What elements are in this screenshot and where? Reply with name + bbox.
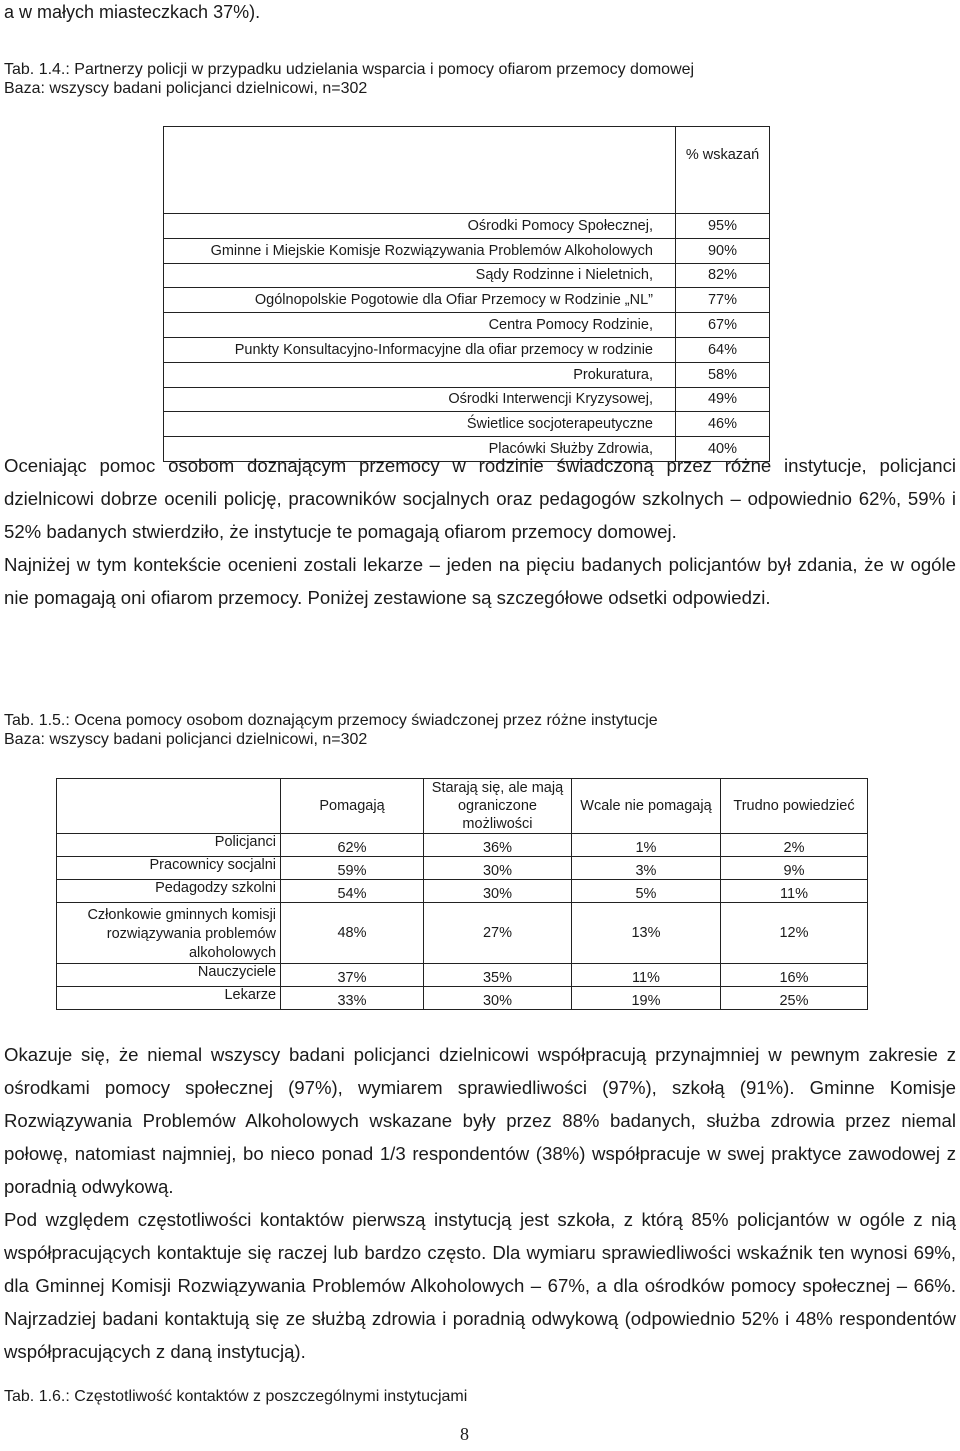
table2-ratings: [56, 778, 868, 1010]
table1-row-label: Gminne i Miejskie Komisje Rozwiązywania Problemów Alkoholowych: [164, 238, 676, 263]
table1-partners: [163, 126, 770, 462]
table1-row: [164, 313, 770, 338]
paragraph: Najniżej w tym kontekście ocenieni zostali lekarze – jeden na pięciu badanych policjantów był zdania, że w ogóle nie pomagają oni ofiarom przemocy. Poniżej zestawione są szczegółowe odsetki odpowiedzi.: [4, 554, 956, 608]
table1-row-label: Placówki Służby Zdrowia,: [164, 437, 676, 462]
table1-row: [164, 387, 770, 412]
table1-row-label: Świetlice socjoterapeutyczne: [164, 412, 676, 437]
page-number: 8: [460, 1424, 469, 1444]
table2-cell: 30%: [423, 987, 571, 1010]
table2-row-label: Pedagodzy szkolni: [57, 880, 281, 903]
paragraph: Pod względem częstotliwości kontaktów pierwszą instytucją jest szkoła, z którą 85% policjantów w ogóle z nią współpracujących kontaktuje się raczej lub bardzo często. Dla wymiaru sprawiedliwości wskaźnik ten wynosi 69%, dla Gminnej Komisji Rozwiązywania Problemów Alkoholowych – 67%, a dla ośrodków pomocy społecznej – 66%. Najrzadziej badani kontaktują się ze służbą zdrowia i poradnią odwykową (odpowiednio 52% i 48% respondentów współpracujących z daną instytucją).: [4, 1209, 956, 1362]
table2-cell: 2%: [720, 834, 867, 857]
table1-row: [164, 337, 770, 362]
table1-row-value: 64%: [676, 337, 770, 362]
table1-row-value: 77%: [676, 288, 770, 313]
table2-cell: 3%: [571, 857, 720, 880]
table1-row-value: 40%: [676, 437, 770, 462]
table2-cell: 25%: [720, 987, 867, 1010]
table2-cell: 33%: [281, 987, 424, 1010]
table2-cell: 11%: [571, 964, 720, 987]
table1-row: [164, 214, 770, 239]
table2-base: Baza: wszyscy badani policjanci dzielnicowi, n=302: [4, 731, 368, 748]
table2-col-header: Trudno powiedzieć: [720, 779, 867, 834]
table1-caption: Tab. 1.4.: Partnerzy policji w przypadku udzielania wsparcia i pomocy ofiarom przemocy domowej: [4, 61, 695, 78]
table1-row: [164, 362, 770, 387]
table1-row-value: 95%: [676, 214, 770, 239]
table2-row-label: Nauczyciele: [57, 964, 281, 987]
table2-col-header: Pomagają: [281, 779, 424, 834]
table2-cell: 54%: [281, 880, 424, 903]
table3-caption: Tab. 1.6.: Częstotliwość kontaktów z poszczególnymi instytucjami: [4, 1388, 468, 1405]
table1-row-label: Ośrodki Pomocy Społecznej,: [164, 214, 676, 239]
table1-row: [164, 288, 770, 313]
table1-row: [164, 263, 770, 288]
table1-row-label: Punkty Konsultacyjno-Informacyjne dla ofiar przemocy w rodzinie: [164, 337, 676, 362]
table2-row: [57, 964, 868, 987]
table1-row-value: 90%: [676, 238, 770, 263]
table1-row-label: Ogólnopolskie Pogotowie dla Ofiar Przemocy w Rodzinie „NL”: [164, 288, 676, 313]
table2-cell: 59%: [281, 857, 424, 880]
table1-row-label: Ośrodki Interwencji Kryzysowej,: [164, 387, 676, 412]
table2-header-row: [57, 779, 868, 834]
table2-col-header: Wcale nie pomagają: [571, 779, 720, 834]
table2-cell: 16%: [720, 964, 867, 987]
table1-row-label: Prokuratura,: [164, 362, 676, 387]
table2-cell: 11%: [720, 880, 867, 903]
table2-row-label: Członkowie gminnych komisji rozwiązywania problemów alkoholowych: [57, 903, 281, 964]
paragraph: Okazuje się, że niemal wszyscy badani policjanci dzielnicowi współpracują przynajmniej w pewnym zakresie z ośrodkami pomocy społecznej (97%), wymiarem sprawiedliwości (97%), szkołą (91%). Gminne Komisje Rozwiązywania Problemów Alkoholowych wskazane były przez 88% badanych, służba zdrowia przez niemal połowę, natomiast najmniej, bo nieco ponad 1/3 respondentów (38%) współpracuje w swej praktyce zawodowej z poradnią odwykową.: [4, 1044, 956, 1197]
table1-row-value: 67%: [676, 313, 770, 338]
table2-cell: 62%: [281, 834, 424, 857]
table2-cell: 48%: [281, 903, 424, 964]
table2-row: [57, 903, 868, 964]
paragraph: Oceniając pomoc osobom doznającym przemocy w rodzinie świadczoną przez różne instytucje, policjanci dzielnicowi dobrze ocenili policję, pracowników socjalnych oraz pedagogów szkolnych – odpowiednio 62%, 59% i 52% badanych stwierdziło, że instytucje te pomagają ofiarom przemocy domowej.: [4, 455, 956, 542]
table2-row: [57, 880, 868, 903]
table1-row-label: Sądy Rodzinne i Nieletnich,: [164, 263, 676, 288]
table2-cell: 1%: [571, 834, 720, 857]
table1-row-value: 82%: [676, 263, 770, 288]
table1-corner-cell: [164, 127, 676, 214]
table2-row-label: Lekarze: [57, 987, 281, 1010]
table2-row-label: Policjanci: [57, 834, 281, 857]
paragraphs-2: [4, 1038, 956, 1368]
table2-cell: 27%: [423, 903, 571, 964]
table2-row: [57, 834, 868, 857]
table2-corner-cell: [57, 779, 281, 834]
table2-cell: 13%: [571, 903, 720, 964]
table2-cell: 12%: [720, 903, 867, 964]
table2-cell: 19%: [571, 987, 720, 1010]
table2-col-header: Starają się, ale mają ograniczone możliwości: [423, 779, 571, 834]
table1-base: Baza: wszyscy badani policjanci dzielnicowi, n=302: [4, 80, 368, 97]
table2-cell: 35%: [423, 964, 571, 987]
table1-row-value: 49%: [676, 387, 770, 412]
table1-row: [164, 238, 770, 263]
table1-row-value: 46%: [676, 412, 770, 437]
table1-row-label: Centra Pomocy Rodzinie,: [164, 313, 676, 338]
table2-cell: 30%: [423, 857, 571, 880]
table2-row: [57, 987, 868, 1010]
table2-cell: 9%: [720, 857, 867, 880]
table2-cell: 36%: [423, 834, 571, 857]
table2-row: [57, 857, 868, 880]
table2-cell: 5%: [571, 880, 720, 903]
table1-row-value: 58%: [676, 362, 770, 387]
paragraphs-1: [4, 449, 956, 614]
table1-row: [164, 412, 770, 437]
table2-cell: 30%: [423, 880, 571, 903]
table2-row-label: Pracownicy socjalni: [57, 857, 281, 880]
intro-line: a w małych miasteczkach 37%).: [4, 2, 261, 22]
table2-cell: 37%: [281, 964, 424, 987]
table1-header-cell: % wskazań: [676, 127, 770, 214]
table1-header-row: [164, 127, 770, 214]
table2-caption: Tab. 1.5.: Ocena pomocy osobom doznającym przemocy świadczonej przez różne instytucje: [4, 712, 658, 729]
